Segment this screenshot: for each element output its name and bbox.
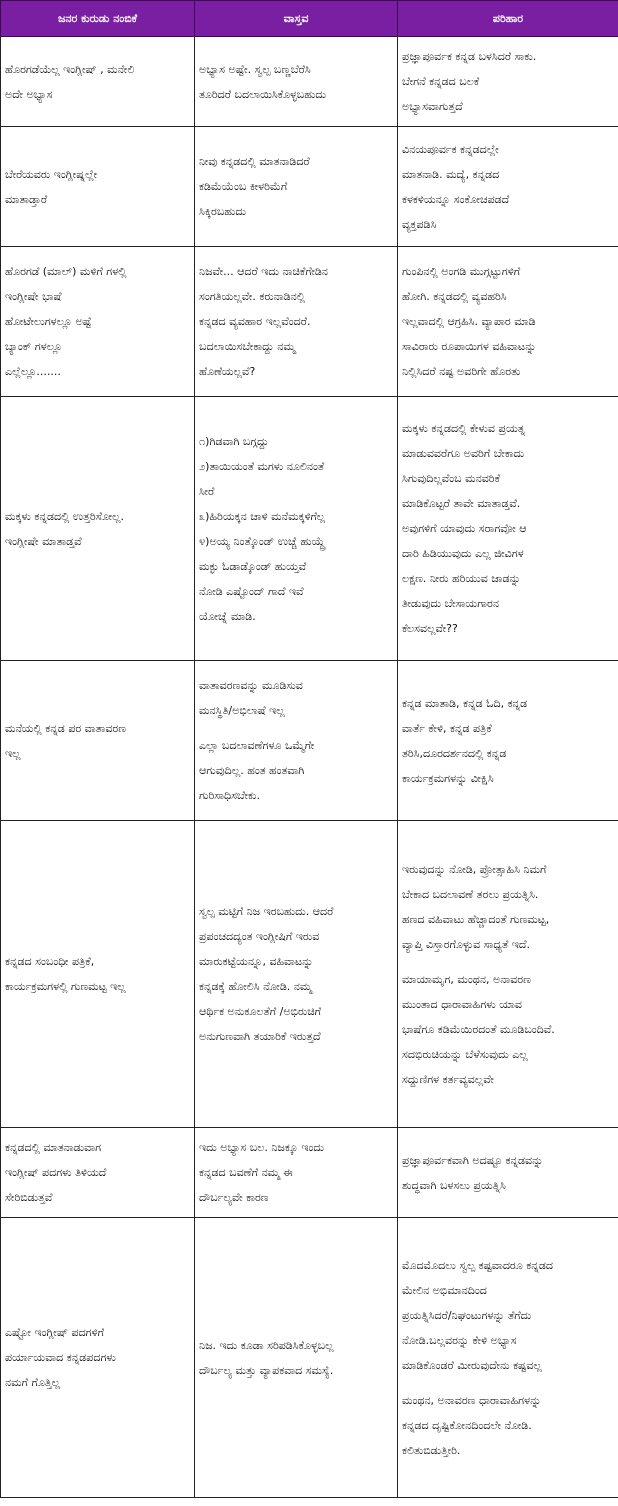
table-row [1, 37, 618, 127]
reality-item: ಎಲ್ಲಾ ಬದಲಾವಣೆಗಳೂ ಒಮ್ಮೆಗೇ ಆಗುವುದಿಲ್ಲ. ಹಂತ ಹಂತವಾಗಿ ಗುರಿಸಾಧಿಸಬೇಕು. [199, 739, 315, 802]
header-row [1, 1, 618, 37]
remedy-item: ಮಂಥನ, ಅನಾವರಣ ಧಾರಾವಾಹಿಗಳನ್ನು ಕನ್ನಡದ ದೃಷ್ಟಿಕೋನದಿಂದಲೇ ನೋಡಿ. ಕಲಿತುಬಿಡುತ್ತೀರಿ. [402, 1393, 542, 1457]
paragraph-gap [402, 1378, 614, 1388]
belief-cell: ಹೊರಗಡೆ (ಮಾಲ್) ಮಳಿಗೆ ಗಳಲ್ಲಿ ಇಂಗ್ಲೀಷೇ ಭಾಷೆ ಹೋಟೇಲುಗಳಲ್ಲೂ ಅಷ್ಟೆ ಬ್ಯಾಂಕ್ ಗಳಲ್ಲೂ ಎಲ್ಲೆಲ್ಲೂ....... [1, 247, 195, 397]
reality-cell: ಇದು ಅಭ್ಯಾಸ ಬಲ. ನಿಜಕ್ಕೂ ಇಂದು ಕನ್ನಡದ ಬವಣೆಗೆ ನಮ್ಮ ಈ ದೌರ್ಬಲ್ಯವೇ ಕಾರಣ [195, 1128, 398, 1218]
reality-cell [195, 397, 398, 661]
remedy-cell: ಕನ್ನಡ ಮಾತಾಡಿ, ಕನ್ನಡ ಓದಿ, ಕನ್ನಡ ವಾರ್ತೆ ಕೇಳಿ, ಕನ್ನಡ ಪತ್ರಿಕೆ ತರಿಸಿ,ದೂರದರ್ಶನದಲ್ಲಿ ಕನ್ನಡ ಕಾರ್ಯಕ್ರಮಗಳನ್ನು ವೀಕ್ಷಿಸಿ [398, 661, 618, 821]
remedy-cell [398, 1218, 618, 1498]
reality-item: ೧)ಗಿಡವಾಗಿ ಬಗ್ಗದ್ದು [199, 434, 269, 448]
table-row [1, 127, 618, 247]
belief-cell: ಹೊರಗಡೆಯೆಲ್ಲ ಇಂಗ್ಲೀಷ್ , ಮನೇಲಿ ಅದೇ ಅಭ್ಯಾಸ [1, 37, 195, 127]
belief-cell: ಕನ್ನಡದ ಸಂಬಂಧೀ ಪತ್ರಿಕೆ, ಕಾರ್ಯಕ್ರಮಗಳಲ್ಲಿ ಗುಣಮಟ್ಟ ಇಲ್ಲ [1, 821, 195, 1128]
reality-item: ೩)ಹಿರಿಯಕ್ಕನ ಚಾಳಿ ಮನೆಮಕ್ಕಳಿಗೆಲ್ಲ [199, 509, 326, 523]
table-row [1, 247, 618, 397]
paragraph-gap [199, 723, 393, 733]
belief-cell: ಬೇರೆಯವರು ಇಂಗ್ಲೀಷ್ನಲ್ಲೇ ಮಾತಾಡ್ತಾರೆ [1, 127, 195, 247]
remedy-item: ಇರುವುದನ್ನು ನೋಡಿ, ಪ್ರೋತ್ಸಾಹಿಸಿ ನಿಮಗೆ ಬೇಕಾದ ಬದಲಾವಣೆ ತರಲು ಪ್ರಯತ್ನಿಸಿ. ಹಣದ ವಹಿವಾಟು ಹೆಚ್ಚಾದಂತೆ ಗುಣಮಟ್ಟ, ವ್ಯಾಪ್ತಿ ವಿಸ್ತಾರಗೊಳ್ಳುವ ಸಾಧ್ಯತೆ ಇದೆ. [402, 862, 550, 951]
remedy-cell: ವಿನಯಪೂರ್ವಕ ಕನ್ನಡದಲ್ಲೇ ಮಾತನಾಡಿ. ಮದ್ಯೆ, ಕನ್ನಡದ ಕಳಕಳಿಯನ್ನೂ ಸಂಕೋಚಪಡದೆ ವ್ಯಕ್ತಪಡಿಸಿ [398, 127, 618, 247]
remedy-item: ಮೊದಮೊದಲು ಸ್ವಲ್ಪ ಕಷ್ಟವಾದರೂ ಕನ್ನಡದ ಮೇಲಿನ ಅಭಿಮಾನದಿಂದ ಪ್ರಯತ್ನಿಸಿದರೆ/ನಿಘಂಟುಗಳನ್ನು ತೆಗೆದು ನೋಡಿ.ಬಲ್ಲವರನ್ನು ಕೇಳಿ ಅಭ್ಯಾಸ ಮಾಡಿಕೊಂಡರೆ ಮೀರುವುದೇನು ಕಷ್ಟವಲ್ಲ [402, 1258, 553, 1372]
reality-cell: ಅಭ್ಯಾಸ ಅಷ್ಟೇ. ಸ್ವಲ್ಪ ಬಣ್ಣಬೆರೆಸಿ ತೂರಿದರೆ ಬದಲಾಯಿಸಿಕೊಳ್ಳಬಹುದು [195, 37, 398, 127]
table-row [1, 821, 618, 1128]
header-remedy: ಪರಿಹಾರ [398, 1, 618, 37]
reality-cell: ಸ್ವಲ್ಪ ಮಟ್ಟಿಗೆ ನಿಜ ಇರಬಹುದು. ಆದರೆ ಪ್ರಪಂಚದದ್ಯಂತ ಇಂಗ್ಲೀಷಿಗೆ ಇರುವ ಮಾರುಕಟ್ಟೆಯನ್ನೂ, ವಹಿವಾಟನ್ನು ಕನ್ನಡಕ್ಕೆ ಹೋಲಿಸಿ ನೋಡಿ. ನಮ್ಮ ಆರ್ಥಿಕ ಅನುಕೂಲತೆಗೆ /ಅಭಿರುಚಿಗೆ ಅನುಗುಣವಾಗಿ ತಯಾರಿಕೆ ಇರುತ್ತದೆ [195, 821, 398, 1128]
reality-cell: ನಿಜ. ಇದು ಕೂಡಾ ಸರಿಪಡಿಸಿಕೊಳ್ಳಬಲ್ಲ ದೌರ್ಬಲ್ಯ ಮತ್ತು ವ್ಯಾಪಕವಾದ ಸಮಸ್ಯೆ. [195, 1218, 398, 1498]
reality-item: ೨)ತಾಯಿಯಂತೆ ಮಗಳು ನೂಲಿನಂತೆ ಸೀರೆ [199, 459, 325, 498]
remedy-cell: ಗುಂಪಿನಲ್ಲಿ ಅಂಗಡಿ ಮುಗ್ಗಟ್ಟುಗಳಿಗೆ ಹೋಗಿ. ಕನ್ನಡದಲ್ಲಿ ವ್ಯವಹರಿಸಿ ಇಲ್ಲವಾದಲ್ಲಿ ಆಗ್ರಹಿಸಿ. ವ್ಯಾಪಾರ ಮಾಡಿ ಸಾವಿರಾರು ರೂಪಾಯಿಗಳ ವಹಿವಾಟನ್ನು ನಿಲ್ಲಿಸಿದರೆ ನಷ್ಟ ಅವರಿಗೇ ಹೊರತು [398, 247, 618, 397]
reality-item: ನೋಡಿ ಎಷ್ಟೊಂದ್ ಗಾದೆ ಇವೆ ಯೋಚ್ನೆ ಮಾಡಿ. [199, 584, 304, 623]
table-row [1, 661, 618, 821]
remedy-cell: ಪ್ರಜ್ಞಾಪೂರ್ವಕವಾಗಿ ಅದಷ್ಟೂ ಕನ್ನಡವನ್ನು ಶುದ್ಧವಾಗಿ ಬಳಸಲು ಪ್ರಯತ್ನಿಸಿ [398, 1128, 618, 1218]
reality-cell: ನೀವು ಕನ್ನಡದಲ್ಲಿ ಮಾತನಾಡಿದರೆ ಕಡಿಮೆಯೆಂಬ ಕೀಳರಿಮೆಗೆ ಸಿಕ್ಕಿರಬಹುದು [195, 127, 398, 247]
table-row [1, 397, 618, 661]
reality-cell [195, 661, 398, 821]
reality-cell: ನಿಜವೇ... ಆದರೆ ಇದು ನಾಚಿಕೆಗೇಡಿನ ಸಂಗತಿಯಲ್ಲವೇ. ಕರುನಾಡಿನಲ್ಲಿ ಕನ್ನಡದ ವ್ಯವಹಾರ ಇಲ್ಲವೆಂದರೆ. ಬದಲಾಯಿಸಬೇಕಾದ್ದು ನಮ್ಮ ಹೊಣೆಯಲ್ಲವೆ? [195, 247, 398, 397]
reality-item: ವಾತಾವರಣವನ್ನು ಮೂಡಿಸುವ ಮನಸ್ಥಿತಿ/ಅಭಿಲಾಷೆ ಇಲ್ಲ [199, 679, 303, 717]
table-row [1, 1218, 618, 1498]
header-belief: ಜನರ ಕುರುಡು ನಂಬಿಕೆ [1, 1, 195, 37]
belief-cell: ಎಷ್ಟೋ ಇಂಗ್ಲೀಷ್ ಪದಗಳಿಗೆ ಪರ್ಯಾಯವಾದ ಕನ್ನಡಪದಗಳು ನಮಗೆ ಗೊತ್ತಿಲ್ಲ [1, 1218, 195, 1498]
belief-cell: ಮನೆಯಲ್ಲಿ ಕನ್ನಡ ಪರ ವಾತಾವರಣ ಇಲ್ಲ [1, 661, 195, 821]
header-reality: ವಾಸ್ತವ [195, 1, 398, 37]
belief-cell: ಕನ್ನಡದಲ್ಲಿ ಮಾತನಾಡುವಾಗ ಇಂಗ್ಲೀಷ್ ಪದಗಳು ತಿಳಿಯದೆ ಸೇರಿಬಿಡುತ್ತವೆ [1, 1128, 195, 1218]
remedy-cell: ಪ್ರಜ್ಞಾಪೂರ್ವಕ ಕನ್ನಡ ಬಳಸಿದರೆ ಸಾಕು. ಬೇಗನೆ ಕನ್ನಡದ ಬಲಕೆ ಅಭ್ಯಾಸವಾಗುತ್ತದೆ [398, 37, 618, 127]
table-row [1, 1128, 618, 1218]
paragraph-gap [402, 957, 614, 967]
remedy-item: ಮಾಯಾಮೃಗ, ಮಂಥನ, ಅನಾವರಣ ಮುಂತಾದ ಧಾರಾವಾಹಿಗಳು ಯಾವ ಭಾಷೆಗೂ ಕಡಿಮೆಯಿರದಂತೆ ಮೂಡಿಬಂದಿವೆ. ಸದಭಿರುಚಿಯನ್ನು ಬೆಳೆಸುವುದು ಎಲ್ಲ ಸದ್ದುಣಿಗಳ ಕರ್ತವ್ಯವಲ್ಲವೇ [402, 972, 555, 1086]
remedy-cell: ಮಕ್ಕಳು ಕನ್ನಡದಲ್ಲಿ ಕೇಳುವ ಪ್ರಯತ್ನ ಮಾಡುವವರೆಗೂ ಅವರಿಗೆ ಬೇಕಾದು ಸಿಗುವುದಿಲ್ಲವೆಂಬ ಮನವರಿಕೆ ಮಾಡಿಕೊಟ್ಟರೆ ತಾವೇ ಮಾತಾಡ್ತವೆ. ಅವುಗಳಿಗೆ ಯಾವುದು ಸರಾಗವೋ ಆ ದಾರಿ ಹಿಡಿಯುವುದು ಎಲ್ಲ ಜೀವಿಗಳ ಲಕ್ಷಣ. ನೀರು ಹರಿಯುವ ಜಾಡನ್ನು ತೀಡುವುದು ಬೇಸಾಯಗಾರನ ಕೆಲಸವಲ್ಲವೇ?? [398, 397, 618, 661]
belief-cell: ಮಕ್ಕಳು ಕನ್ನಡದಲ್ಲಿ ಉತ್ತರಿಸೋಲ್ಲ. ಇಂಗ್ಲೀಷೇ ಮಾತಾಡ್ತವೆ [1, 397, 195, 661]
remedy-cell [398, 821, 618, 1128]
reality-item: ೪)ಅಯ್ಯ ನಿಂತ್ಕೊಂಡ್ ಉಚ್ಚೆ ಹುಯ್ದ್ರೆ ಮಕ್ಳು ಓಡಾಡ್ಕೊಂಡ್ ಹುಯ್ತವೆ [199, 534, 326, 573]
